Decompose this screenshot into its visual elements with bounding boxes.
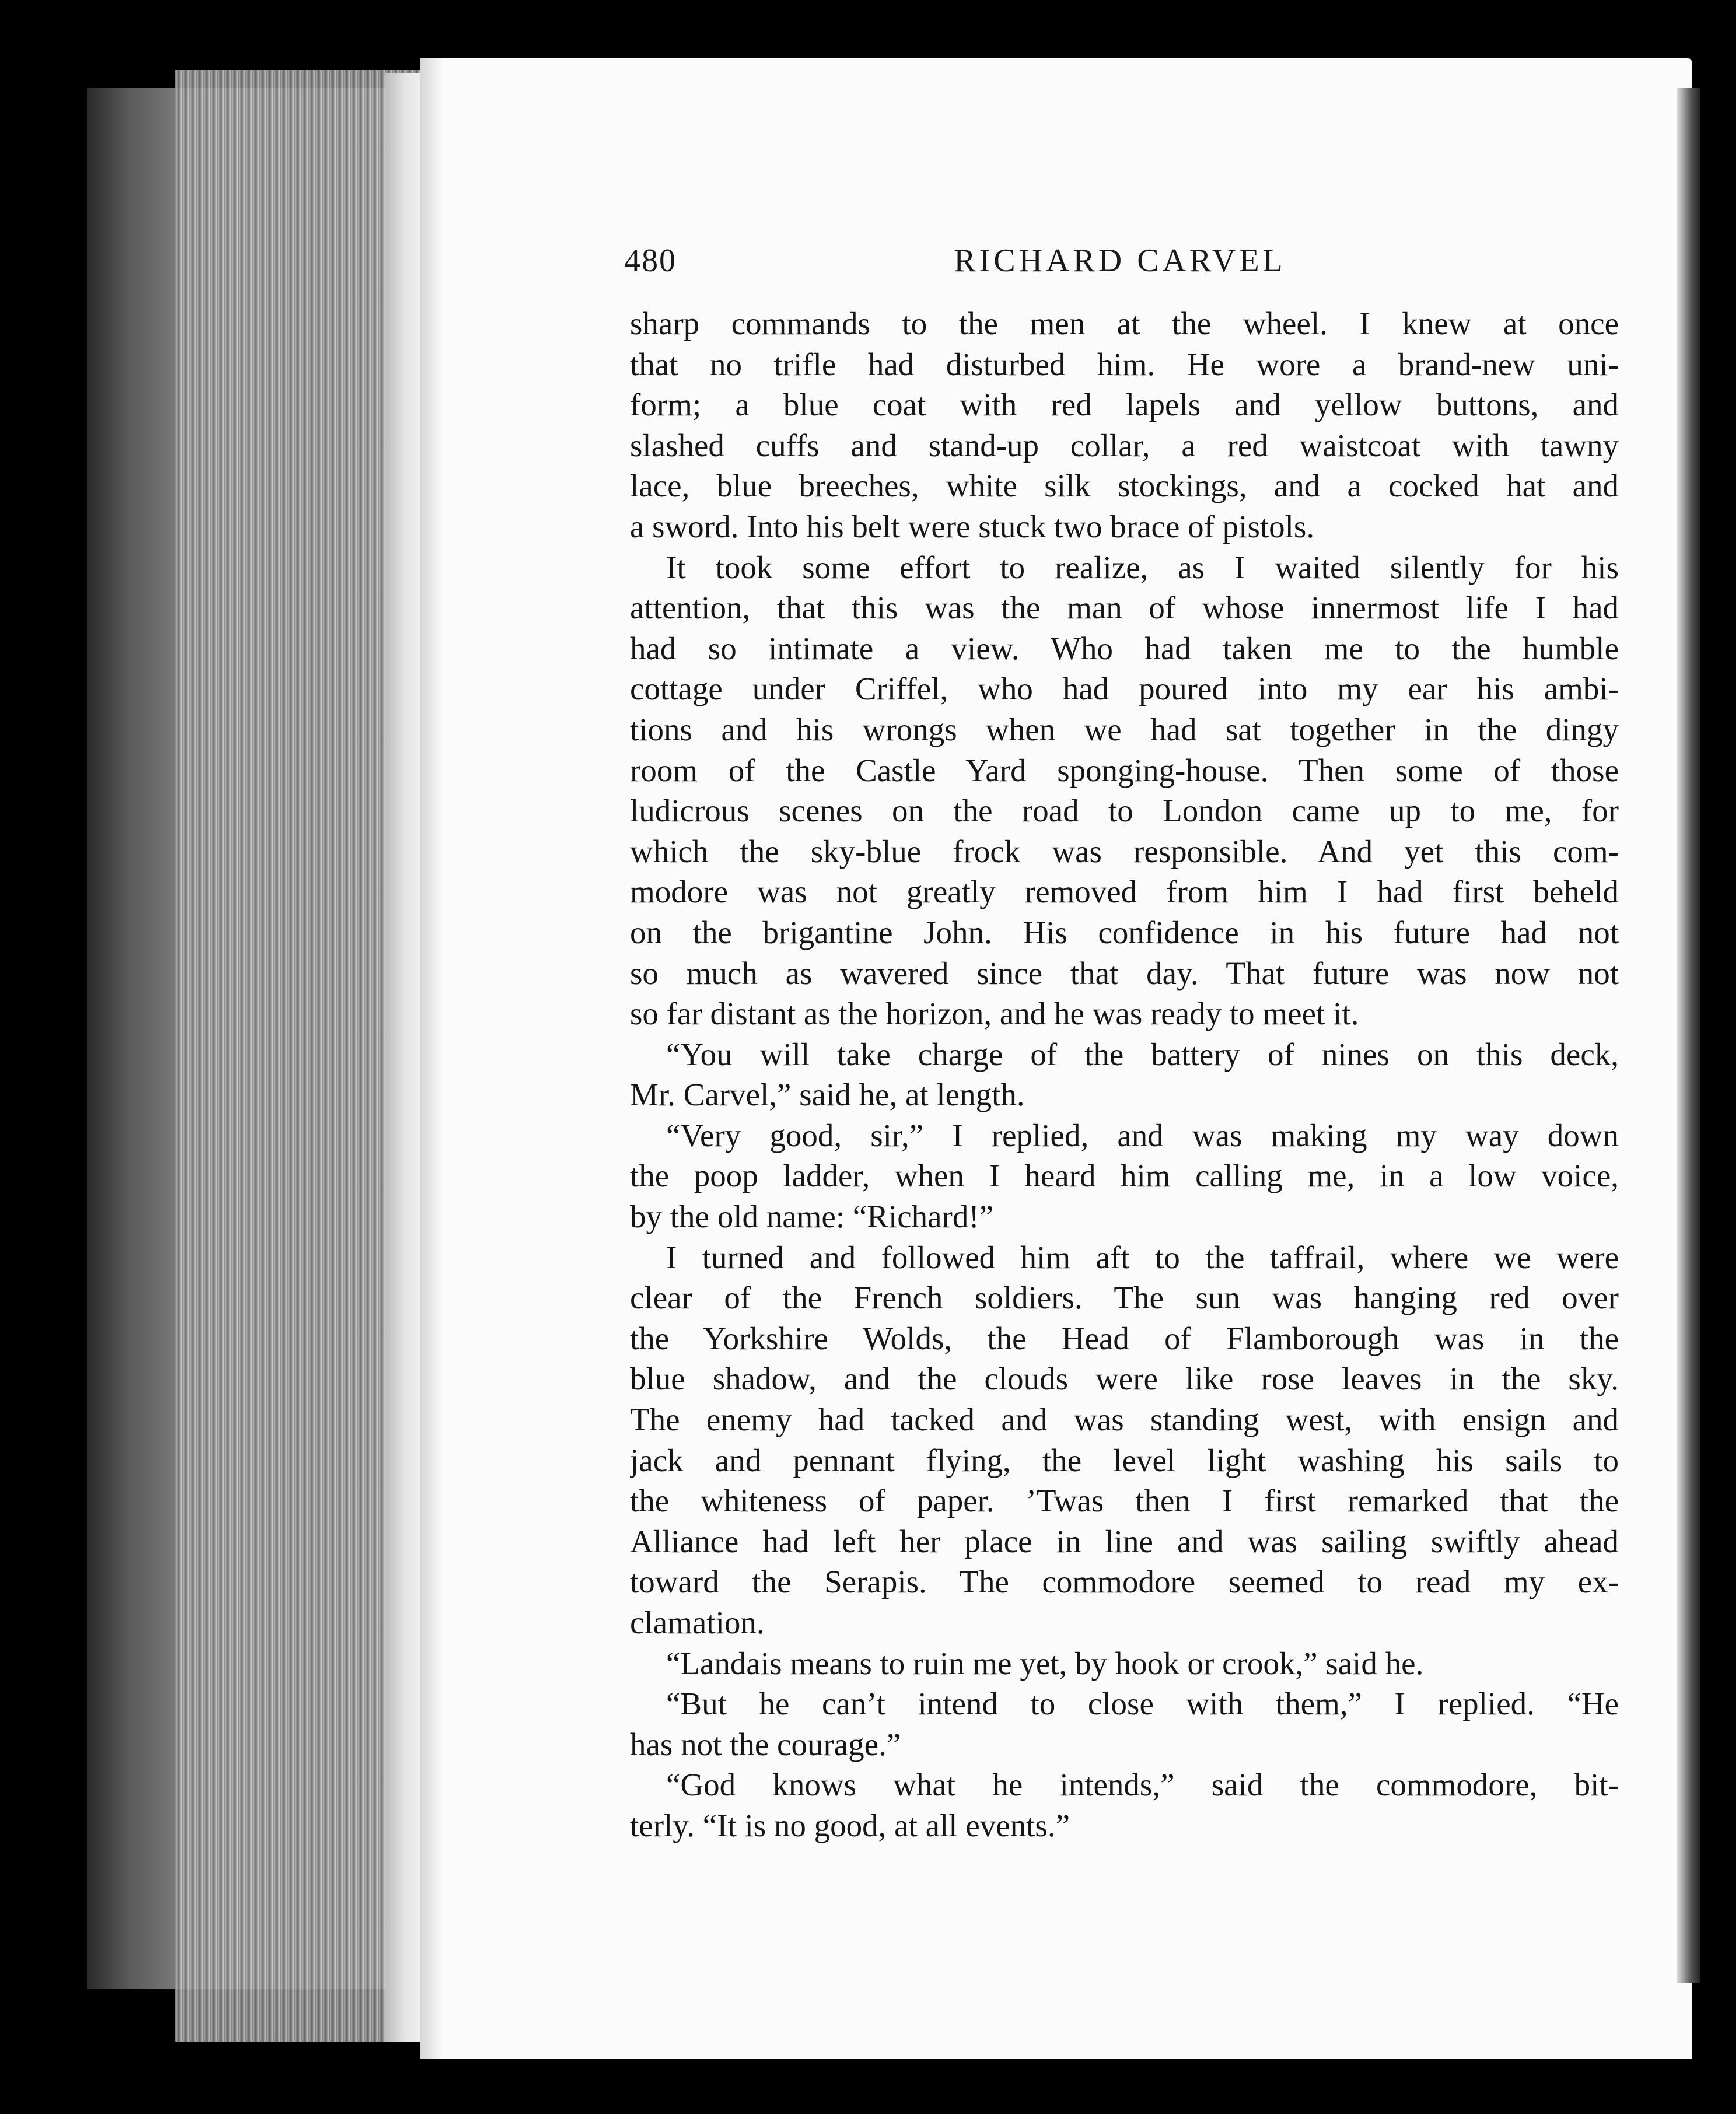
text-line: The enemy had tacked and was standing west, with ensign and: [630, 1402, 1619, 1438]
page-number: 480: [624, 243, 677, 279]
text-line: “Landais means to ruin me yet, by hook or crook,” said he.: [666, 1645, 1424, 1681]
text-line: form; a blue coat with red lapels and yellow buttons, and: [630, 387, 1619, 423]
text-line: on the brigantine John. His confidence in his future had not: [630, 914, 1619, 950]
text-line: by the old name: “Richard!”: [630, 1199, 994, 1235]
text-line: attention, that this was the man of whose innermost life I had: [630, 590, 1619, 626]
text-line: modore was not greatly removed from him I had first beheld: [630, 874, 1619, 910]
text-line: Mr. Carvel,” said he, at length.: [630, 1077, 1025, 1113]
body-text: [630, 303, 1619, 1846]
book-title: RICHARD CARVEL: [954, 243, 1286, 279]
text-line: tions and his wrongs when we had sat together in the dingy: [630, 711, 1619, 747]
text-line: blue shadow, and the clouds were like rose leaves in the sky.: [630, 1361, 1619, 1397]
text-line: room of the Castle Yard sponging-house. Then some of those: [630, 752, 1619, 788]
text-line: sharp commands to the men at the wheel. I knew at once: [630, 306, 1619, 341]
text-line: “God knows what he intends,” said the commodore, bit-: [666, 1767, 1619, 1803]
text-line: jack and pennant flying, the level light washing his sails to: [630, 1442, 1619, 1478]
text-line: It took some effort to realize, as I waited silently for his: [666, 549, 1619, 585]
text-line: slashed cuffs and stand-up collar, a red waistcoat with tawny: [630, 427, 1619, 463]
text-line: “You will take charge of the battery of nines on this deck,: [666, 1036, 1619, 1072]
running-head: [624, 242, 1616, 283]
text-line: so much as wavered since that day. That future was now not: [630, 955, 1619, 991]
text-line: clear of the French soldiers. The sun was hanging red over: [630, 1280, 1619, 1316]
gutter-shadow: [420, 58, 443, 2059]
text-line: toward the Serapis. The commodore seemed to read my ex-: [630, 1564, 1619, 1600]
text-line: the Yorkshire Wolds, the Head of Flamborough was in the: [630, 1320, 1619, 1356]
text-line: cottage under Criffel, who had poured into my ear his ambi-: [630, 671, 1619, 707]
text-line: Alliance had left her place in line and was sailing swiftly ahead: [630, 1523, 1619, 1559]
text-line: “Very good, sir,” I replied, and was making my way down: [666, 1117, 1619, 1153]
text-line: had so intimate a view. Who had taken me to the humble: [630, 630, 1619, 666]
text-line: lace, blue breeches, white silk stockings, and a cocked hat and: [630, 468, 1619, 504]
text-line: the whiteness of paper. ’Twas then I first remarked that the: [630, 1483, 1619, 1519]
text-line: that no trifle had disturbed him. He wore a brand-new uni-: [630, 346, 1619, 382]
text-line: terly. “It is no good, at all events.”: [630, 1807, 1070, 1843]
text-line: a sword. Into his belt were stuck two brace of pistols.: [630, 508, 1315, 544]
text-line: “But he can’t intend to close with them,” I replied. “He: [666, 1686, 1619, 1722]
text-line: clamation.: [630, 1605, 765, 1640]
text-line: the poop ladder, when I heard him calling me, in a low voice,: [630, 1158, 1619, 1194]
text-line: has not the courage.”: [630, 1726, 901, 1762]
text-line: ludicrous scenes on the road to London came up to me, for: [630, 793, 1619, 829]
facing-page-edge: [1677, 88, 1700, 1983]
text-line: which the sky-blue frock was responsible. And yet this com-: [630, 833, 1619, 869]
text-line: I turned and followed him aft to the taffrail, where we were: [666, 1239, 1619, 1275]
text-line: so far distant as the horizon, and he was ready to meet it.: [630, 996, 1359, 1032]
